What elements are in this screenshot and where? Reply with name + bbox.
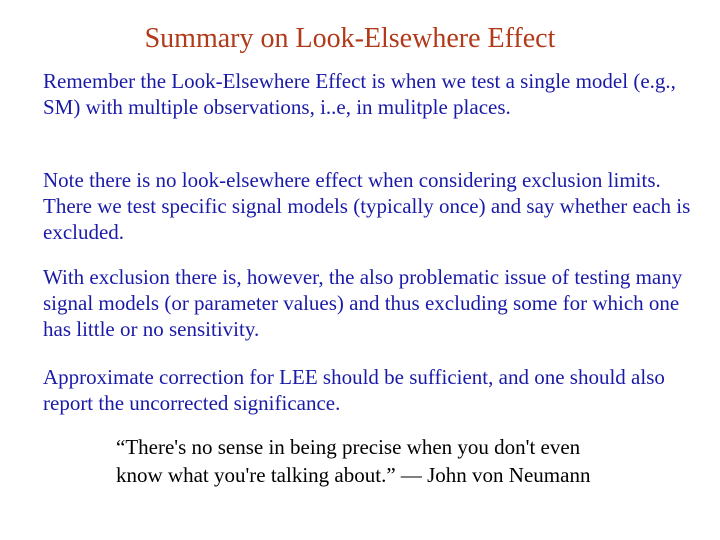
paragraph-many-signal-models: With exclusion there is, however, the also problematic issue of testing many signal models (or parameter values) and thus excluding some for which one has little or no sensitivity. <box>43 265 683 341</box>
slide-title: Summary on Look-Elsewhere Effect <box>144 23 556 54</box>
paragraph-lee-definition: Remember the Look-Elsewhere Effect is when we test a single model (e.g., SM) with multiple observations, i..e, in mulitple places. <box>43 69 676 119</box>
quote-block <box>116 433 706 489</box>
quote-line-2: know what you're talking about.” — John von Neumann <box>116 463 591 487</box>
paragraph-exclusion-limits: Note there is no look-elsewhere effect when considering exclusion limits. There we test specific signal models (typically once) and say whether each is excluded. <box>43 168 691 244</box>
paragraph-approximate-correction: Approximate correction for LEE should be sufficient, and one should also report the uncorrected significance. <box>43 365 665 415</box>
quote-line-1: “There's no sense in being precise when you don't even <box>116 435 581 459</box>
